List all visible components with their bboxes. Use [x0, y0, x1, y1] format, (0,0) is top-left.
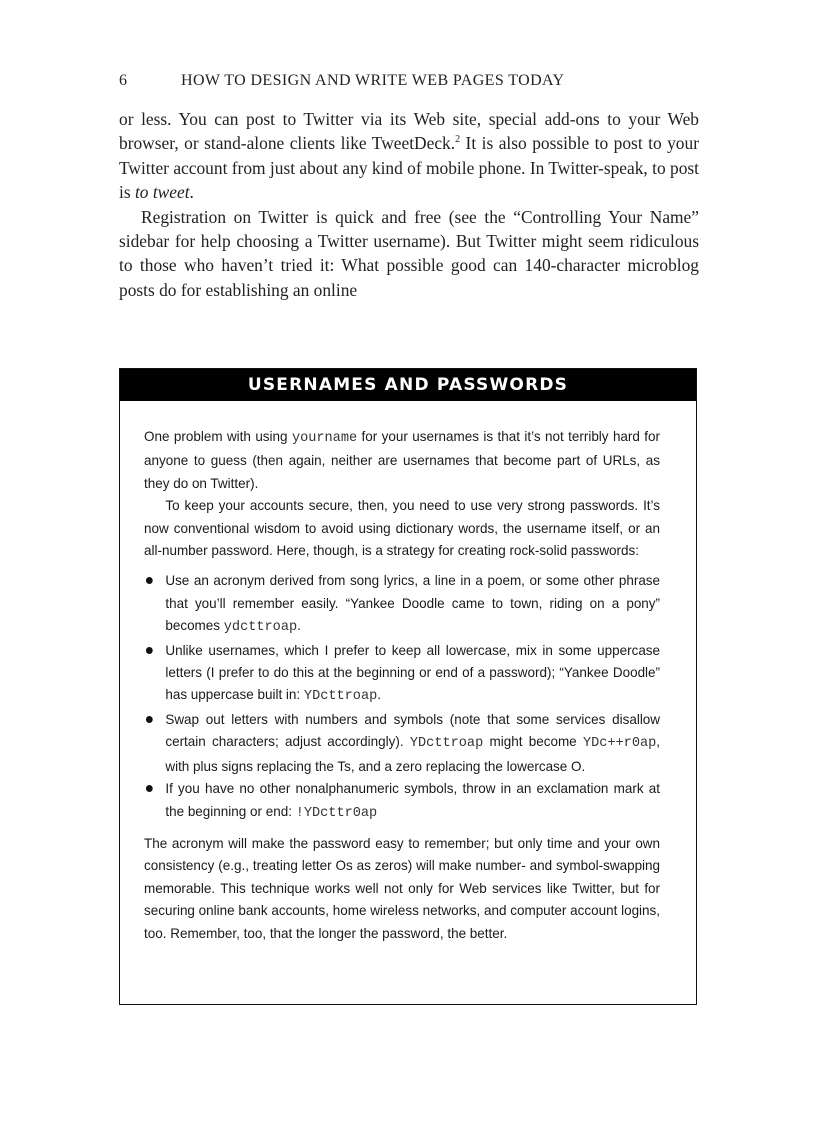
code-snippet: YDcttroap	[409, 735, 484, 752]
list-text-span: might become	[483, 733, 583, 750]
sidebar-text-span: for your usernames is that it’s not terribly hard for anyone to guess (then again, neither are usernames that become part of URLs, as they do on Twitter).	[144, 428, 661, 491]
body-paragraph: Registration on Twitter is quick and free (see the “Controlling Your Name” sidebar for help choosing a Twitter username). But Twitter might seem ridiculous to those who haven’t tried it: What possible good can 140-character microblog posts do for establishing an online	[119, 206, 699, 300]
code-snippet: YDc++r0ap	[582, 735, 657, 752]
book-title: HOW TO DESIGN AND WRITE WEB PAGES TODAY	[181, 72, 565, 89]
footnote-marker: 2	[455, 134, 461, 146]
page-number: 6	[119, 72, 128, 89]
sidebar-text-span: One problem with using	[144, 428, 292, 444]
list-item	[144, 569, 660, 638]
code-snippet: ydcttroap	[223, 619, 298, 636]
bullet-icon	[146, 785, 153, 792]
body-paragraph	[119, 107, 699, 205]
bullet-icon	[146, 647, 153, 654]
body-text-span: It is also possible to post to your Twitter account from just about any kind of mobile phone. In Twitter-speak, to post is	[119, 133, 699, 203]
list-text-span: Unlike usernames, which I prefer to keep all lowercase, mix in some uppercase letters (I prefer to do this at the beginning or end of a password); “Yankee Doodle” has uppercase built in:	[165, 641, 661, 703]
list-text-span: .	[297, 617, 301, 634]
list-text-span: .	[377, 686, 382, 703]
list-text-span: , with plus signs replacing the Ts, and a zero replacing the lowercase O.	[165, 733, 661, 774]
running-head	[119, 72, 699, 90]
code-snippet: !YDcttr0ap	[295, 804, 378, 821]
body-text-span: .	[189, 182, 194, 203]
sidebar-body	[144, 425, 660, 944]
list-text-span: Use an acronym derived from song lyrics, a line in a poem, or some other phrase that you’ll remember easily. “Yankee Doodle came to town, riding on a pony” becomes	[165, 572, 661, 634]
list-item	[144, 708, 660, 777]
list-text-span: If you have no other nonalphanumeric symbols, throw in an exclamation mark at the beginning or end:	[165, 780, 661, 819]
body-text-span: or less. You can post to Twitter via its Web site, special add-ons to your Web browser, or stand-alone clients like TweetDeck.	[119, 109, 699, 154]
italic-term: to tweet	[134, 182, 190, 203]
list-item	[144, 639, 660, 708]
list-text-span: Swap out letters with numbers and symbols (note that some services disallow certain characters; adjust accordingly).	[165, 710, 661, 750]
sidebar-paragraph	[144, 425, 660, 494]
sidebar-box	[119, 368, 697, 1005]
list-item	[144, 777, 660, 824]
body-text	[119, 107, 699, 302]
sidebar-paragraph: To keep your accounts secure, then, you need to use very strong passwords. It’s now conventional wisdom to avoid using dictionary words, the username itself, or an all-number password. Here, though, is a strategy for creating rock-solid passwords:	[144, 497, 661, 559]
code-snippet: YDcttroap	[303, 688, 378, 705]
bullet-icon	[146, 716, 153, 723]
code-snippet: yourname	[291, 430, 358, 446]
bullet-list	[144, 569, 660, 823]
sidebar-paragraph: The acronym will make the password easy to remember; but only time and your own consistency (e.g., treating letter Os as zeros) will make number- and symbol-swapping memorable. This technique works well not only for Web services like Twitter, but for securing online bank accounts, home wireless networks, and computer account logins, too. Remember, too, that the longer the password, the better.	[144, 834, 661, 941]
bullet-icon	[146, 577, 153, 584]
sidebar-title: USERNAMES AND PASSWORDS	[120, 369, 696, 401]
